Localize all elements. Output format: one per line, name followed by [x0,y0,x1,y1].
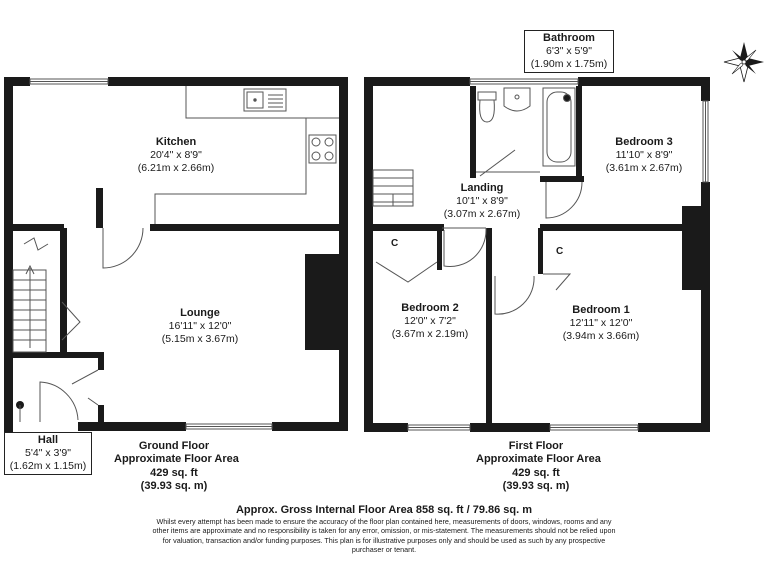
room-label-kitchen [126,136,226,175]
ground-wall-right [339,77,348,431]
first-wall-top-right [578,77,710,86]
floor-sqm: (39.93 sq. m) [140,480,208,493]
first-floor-plan [364,77,710,432]
room-dims-metric: (3.61m x 2.67m) [605,162,683,175]
room-name: Hall [37,434,59,446]
floor-label-first [476,440,601,494]
room-label-bedroom2 [380,302,480,341]
first-wall-bottom-right [638,423,710,432]
room-dims-imperial: 16'11" x 12'0" [168,320,232,333]
room-dims-metric: (1.62m x 1.15m) [9,460,87,473]
room-dims-imperial: 6'3" x 5'9" [546,45,592,58]
ground-wall-stub-bottom [98,405,104,423]
room-name: Landing [460,182,504,194]
bed1-cupboard-wall [538,228,543,274]
ground-wall-left [4,77,13,432]
bedroom3-door-swing [546,182,582,218]
ground-wall-bottom-left [4,422,6,432]
room-dims-imperial: 12'11" x 12'0" [569,317,633,330]
room-dims-metric: (6.21m x 2.66m) [137,162,215,175]
ground-wall-bottom-right [272,422,348,431]
room-label-lounge [140,307,260,346]
total-floor-area: Approx. Gross Internal Floor Area 858 sq. ft / 79.86 sq. m [235,504,533,516]
first-wall-top-left [364,77,470,86]
bed2-cupboard-door [376,262,437,282]
bathroom-bedroom3-wall [576,86,582,178]
bed2-cupboard-wall [437,228,442,270]
room-name: Lounge [180,307,220,319]
room-dims-imperial: 10'1" x 8'9" [456,195,508,208]
ground-wall-stub-kitchen [96,188,103,228]
first-wall-right-upper [701,77,710,101]
room-label-bathroom [524,30,614,73]
room-dims-imperial: 5'4" x 3'9" [25,447,71,460]
floor-sqft: 429 sq. ft [150,466,198,479]
room-label-hall [4,432,92,475]
floor-name: First Floor [508,440,564,452]
ground-wall-kitchen-lounge-left [4,224,64,231]
bedroom-divider [486,228,492,424]
first-wall-right-lower [701,182,710,432]
compass-rose-icon [724,42,764,82]
room-name: Bathroom [543,32,595,44]
first-chimney-breast [682,206,701,290]
front-door-swing [40,382,78,422]
room-name: Bedroom 2 [401,302,459,314]
bedroom1-door-swing [495,276,534,314]
bathroom-wall [470,86,476,178]
ground-floor-plan [4,77,348,432]
bedroom2-door-swing [444,230,486,267]
ground-wall-hall-side [60,352,104,358]
ground-wall-kitchen-lounge-right [150,224,346,231]
room-dims-metric: (3.94m x 3.66m) [562,330,640,343]
first-wall-left [364,77,373,432]
floor-label-ground [114,440,239,494]
room-dims-metric: (3.67m x 2.19m) [391,328,469,341]
room-dims-metric: (3.07m x 2.67m) [443,208,521,221]
room-dims-imperial: 20'4" x 8'9" [150,149,202,162]
room-dims-imperial: 12'0" x 7'2" [404,315,456,328]
room-name: Bedroom 3 [615,136,673,148]
room-name: Bedroom 1 [572,304,630,316]
room-label-bedroom1 [546,304,656,343]
floor-sqft: 429 sq. ft [512,466,560,479]
ground-wall-top-right [108,77,348,86]
floor-name: Ground Floor [138,440,210,452]
first-wall-bottom-left [364,423,408,432]
bed1-cupboard-door [543,274,570,290]
ground-wall-stub-lower [98,358,104,370]
ground-chimney-breast [305,254,340,350]
disclaimer-text: Whilst every attempt has been made to ensure the accuracy of the floor plan contained here, measurements of doors, windows, rooms and any other items are approximate and no responsibility is taken for any error, omission, or mis-statement. The measurements should not be relied upon for valuation, transaction and/or funding purposes. This plan is for illustrative purposes only and should be used as such by any prospective purchaser or tenant. [152,517,616,555]
room-dims-imperial: 11'10" x 8'9" [615,149,673,162]
room-dims-metric: (1.90m x 1.75m) [530,58,608,71]
cupboard-label-bed2: C [391,238,399,249]
room-dims-metric: (5.15m x 3.67m) [161,333,239,346]
floor-caption: Approximate Floor Area [114,453,239,466]
cupboard-label-bed1: C [556,246,564,257]
kitchen-door-swing [103,228,143,268]
room-label-bedroom3 [594,136,694,175]
toilet-icon [478,92,496,122]
lounge-door-swing [72,370,98,405]
first-wall-bottom-mid [470,423,550,432]
ground-wall-bottom-mid [78,422,186,431]
landing-cross-wall [364,224,444,231]
floor-sqm: (39.93 sq. m) [502,480,570,493]
landing-bed3-wall [540,176,584,182]
room-name: Kitchen [155,136,197,148]
ground-wall-hall-top [13,352,68,358]
room-label-landing [432,182,532,221]
floor-caption: Approximate Floor Area [476,453,601,466]
